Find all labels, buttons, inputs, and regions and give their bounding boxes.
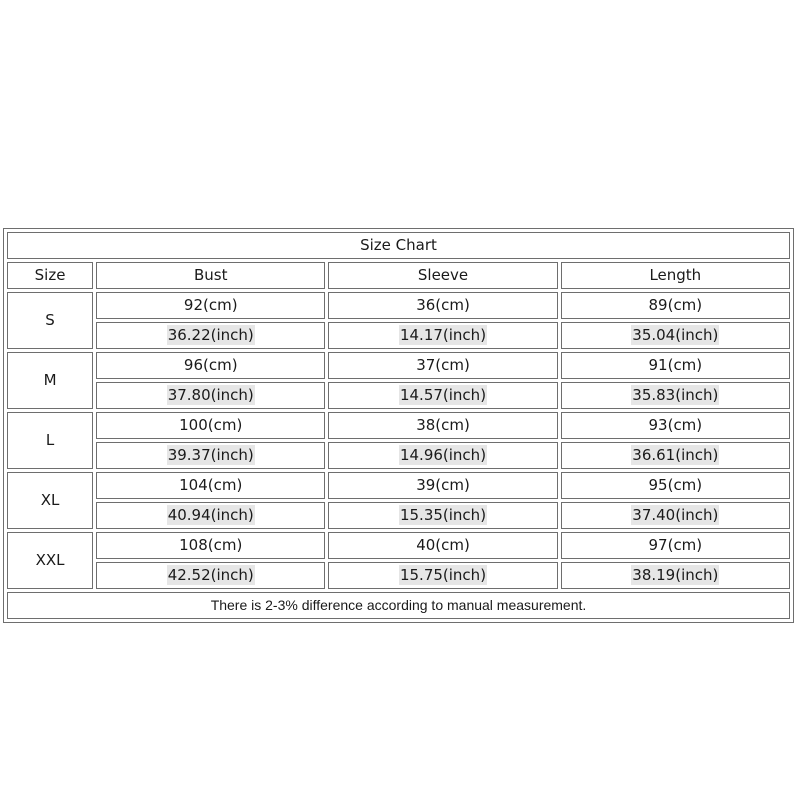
sleeve-cm-cell: 37(cm): [328, 352, 557, 379]
size-label: S: [7, 292, 93, 349]
bust-inch-value: 37.80(inch): [167, 386, 254, 404]
measurement-note: There is 2-3% difference according to manual measurement.: [7, 592, 790, 619]
length-inch-value: 38.19(inch): [632, 566, 719, 584]
length-cm-cell: 91(cm): [561, 352, 790, 379]
table-row-inch: [7, 502, 790, 529]
header-bust: Bust: [96, 262, 325, 289]
sleeve-inch-value: 14.17(inch): [399, 326, 487, 344]
bust-inch-cell: [96, 322, 325, 349]
length-cm-cell: 93(cm): [561, 412, 790, 439]
table-row-cm: [7, 532, 790, 559]
table-row-inch: [7, 382, 790, 409]
sleeve-cm-cell: 36(cm): [328, 292, 557, 319]
length-inch-cell: [561, 442, 790, 469]
length-cm-cell: 95(cm): [561, 472, 790, 499]
table-row-inch: [7, 562, 790, 589]
length-inch-cell: [561, 562, 790, 589]
sleeve-inch-cell: [328, 442, 557, 469]
bust-cm-cell: 92(cm): [96, 292, 325, 319]
bust-inch-value: 36.22(inch): [167, 326, 254, 344]
bust-inch-cell: [96, 382, 325, 409]
length-inch-value: 36.61(inch): [632, 446, 719, 464]
header-size: Size: [7, 262, 93, 289]
sleeve-cm-cell: 39(cm): [328, 472, 557, 499]
bust-inch-value: 40.94(inch): [167, 506, 254, 524]
header-row: [7, 262, 790, 289]
sleeve-inch-value: 14.57(inch): [399, 386, 487, 404]
bust-cm-cell: 100(cm): [96, 412, 325, 439]
bust-inch-value: 42.52(inch): [167, 566, 254, 584]
table-row-cm: [7, 412, 790, 439]
sleeve-cm-cell: 40(cm): [328, 532, 557, 559]
bust-cm-cell: 108(cm): [96, 532, 325, 559]
table-title: Size Chart: [7, 232, 790, 259]
bust-inch-value: 39.37(inch): [167, 446, 254, 464]
footnote-row: [7, 592, 790, 619]
bust-inch-cell: [96, 502, 325, 529]
length-cm-cell: 89(cm): [561, 292, 790, 319]
size-label: XXL: [7, 532, 93, 589]
length-inch-value: 35.83(inch): [632, 386, 719, 404]
sleeve-inch-cell: [328, 322, 557, 349]
sleeve-inch-cell: [328, 382, 557, 409]
size-label: L: [7, 412, 93, 469]
header-length: Length: [561, 262, 790, 289]
sleeve-inch-value: 14.96(inch): [399, 446, 487, 464]
size-label: XL: [7, 472, 93, 529]
table-row-cm: [7, 472, 790, 499]
title-row: [7, 232, 790, 259]
length-inch-cell: [561, 502, 790, 529]
length-inch-value: 37.40(inch): [632, 506, 719, 524]
length-cm-cell: 97(cm): [561, 532, 790, 559]
size-label: M: [7, 352, 93, 409]
bust-cm-cell: 96(cm): [96, 352, 325, 379]
sleeve-inch-cell: [328, 562, 557, 589]
table-row-inch: [7, 322, 790, 349]
sleeve-inch-value: 15.35(inch): [399, 506, 487, 524]
sleeve-cm-cell: 38(cm): [328, 412, 557, 439]
header-sleeve: Sleeve: [328, 262, 557, 289]
length-inch-value: 35.04(inch): [632, 326, 719, 344]
sleeve-inch-value: 15.75(inch): [399, 566, 487, 584]
length-inch-cell: [561, 382, 790, 409]
bust-cm-cell: 104(cm): [96, 472, 325, 499]
length-inch-cell: [561, 322, 790, 349]
size-chart-table: [3, 228, 794, 623]
bust-inch-cell: [96, 442, 325, 469]
sleeve-inch-cell: [328, 502, 557, 529]
table-row-cm: [7, 352, 790, 379]
bust-inch-cell: [96, 562, 325, 589]
table-row-inch: [7, 442, 790, 469]
table-row-cm: [7, 292, 790, 319]
